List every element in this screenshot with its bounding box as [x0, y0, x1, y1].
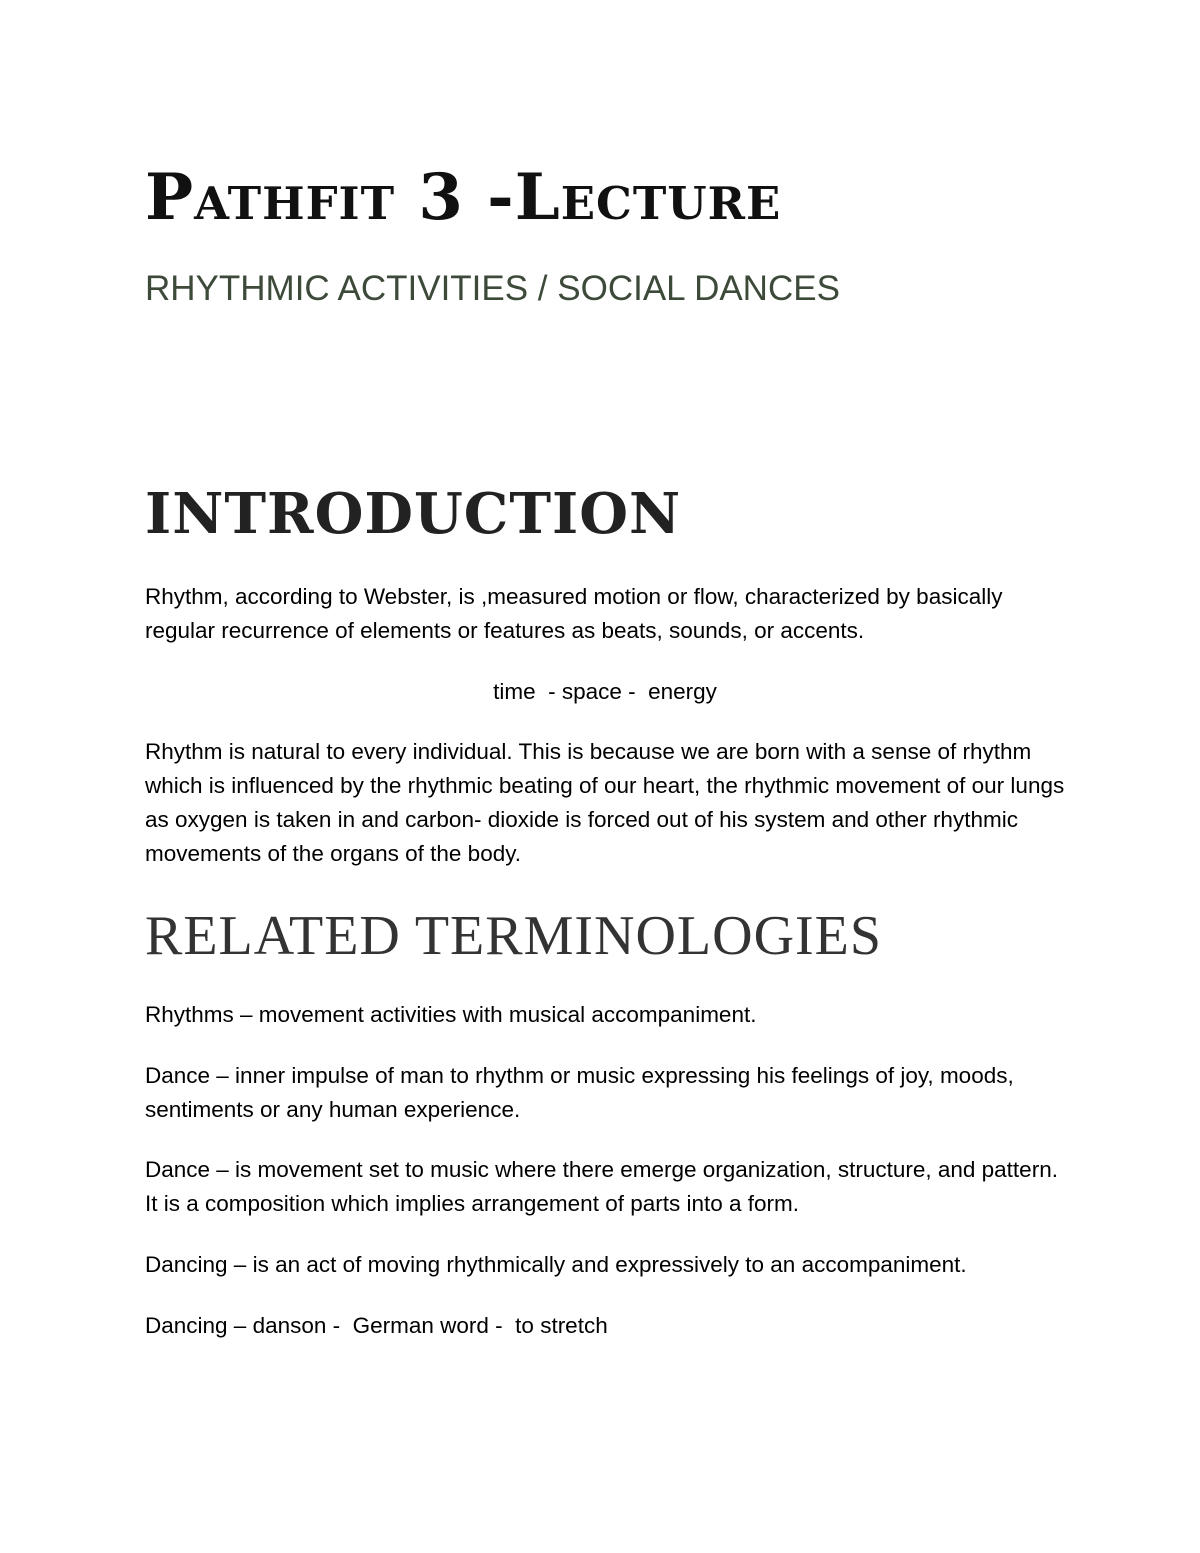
introduction-paragraph: Rhythm is natural to every individual. This is because we are born with a sense of rhythm which is influenced by the rhythmic beating of our heart, the rhythmic movement of our lungs as oxygen is taken in and carbon- dioxide is forced out of his system and other rhythmic movements of the organs of the body.	[145, 739, 1065, 866]
terminology-item: Dance – inner impulse of man to rhythm or music expressing his feelings of joy, moods, sentiments or any human experience.	[145, 1063, 1014, 1122]
terminology-item: Rhythms – movement activities with musical accompaniment.	[145, 1002, 757, 1027]
terminology-item: Dancing – danson - German word - to stretch	[145, 1313, 608, 1338]
terminology-item: Dancing – is an act of moving rhythmically and expressively to an accompaniment.	[145, 1252, 967, 1277]
related-terminologies-heading: RELATED TERMINOLOGIES	[145, 905, 883, 967]
time-space-energy-line: time - space - energy	[493, 679, 717, 704]
introduction-heading: INTRODUCTION	[145, 481, 682, 547]
terminology-item: Dance – is movement set to music where there emerge organization, structure, and pattern. It is a composition which implies arrangement of parts into a form.	[145, 1157, 1058, 1216]
document-subtitle: RHYTHMIC ACTIVITIES / SOCIAL DANCES	[145, 269, 840, 308]
introduction-paragraph: Rhythm, according to Webster, is ,measured motion or flow, characterized by basically regular recurrence of elements or features as beats, sounds, or accents.	[145, 584, 1003, 643]
document-title: Pathfit 3 -Lecture	[145, 160, 782, 235]
